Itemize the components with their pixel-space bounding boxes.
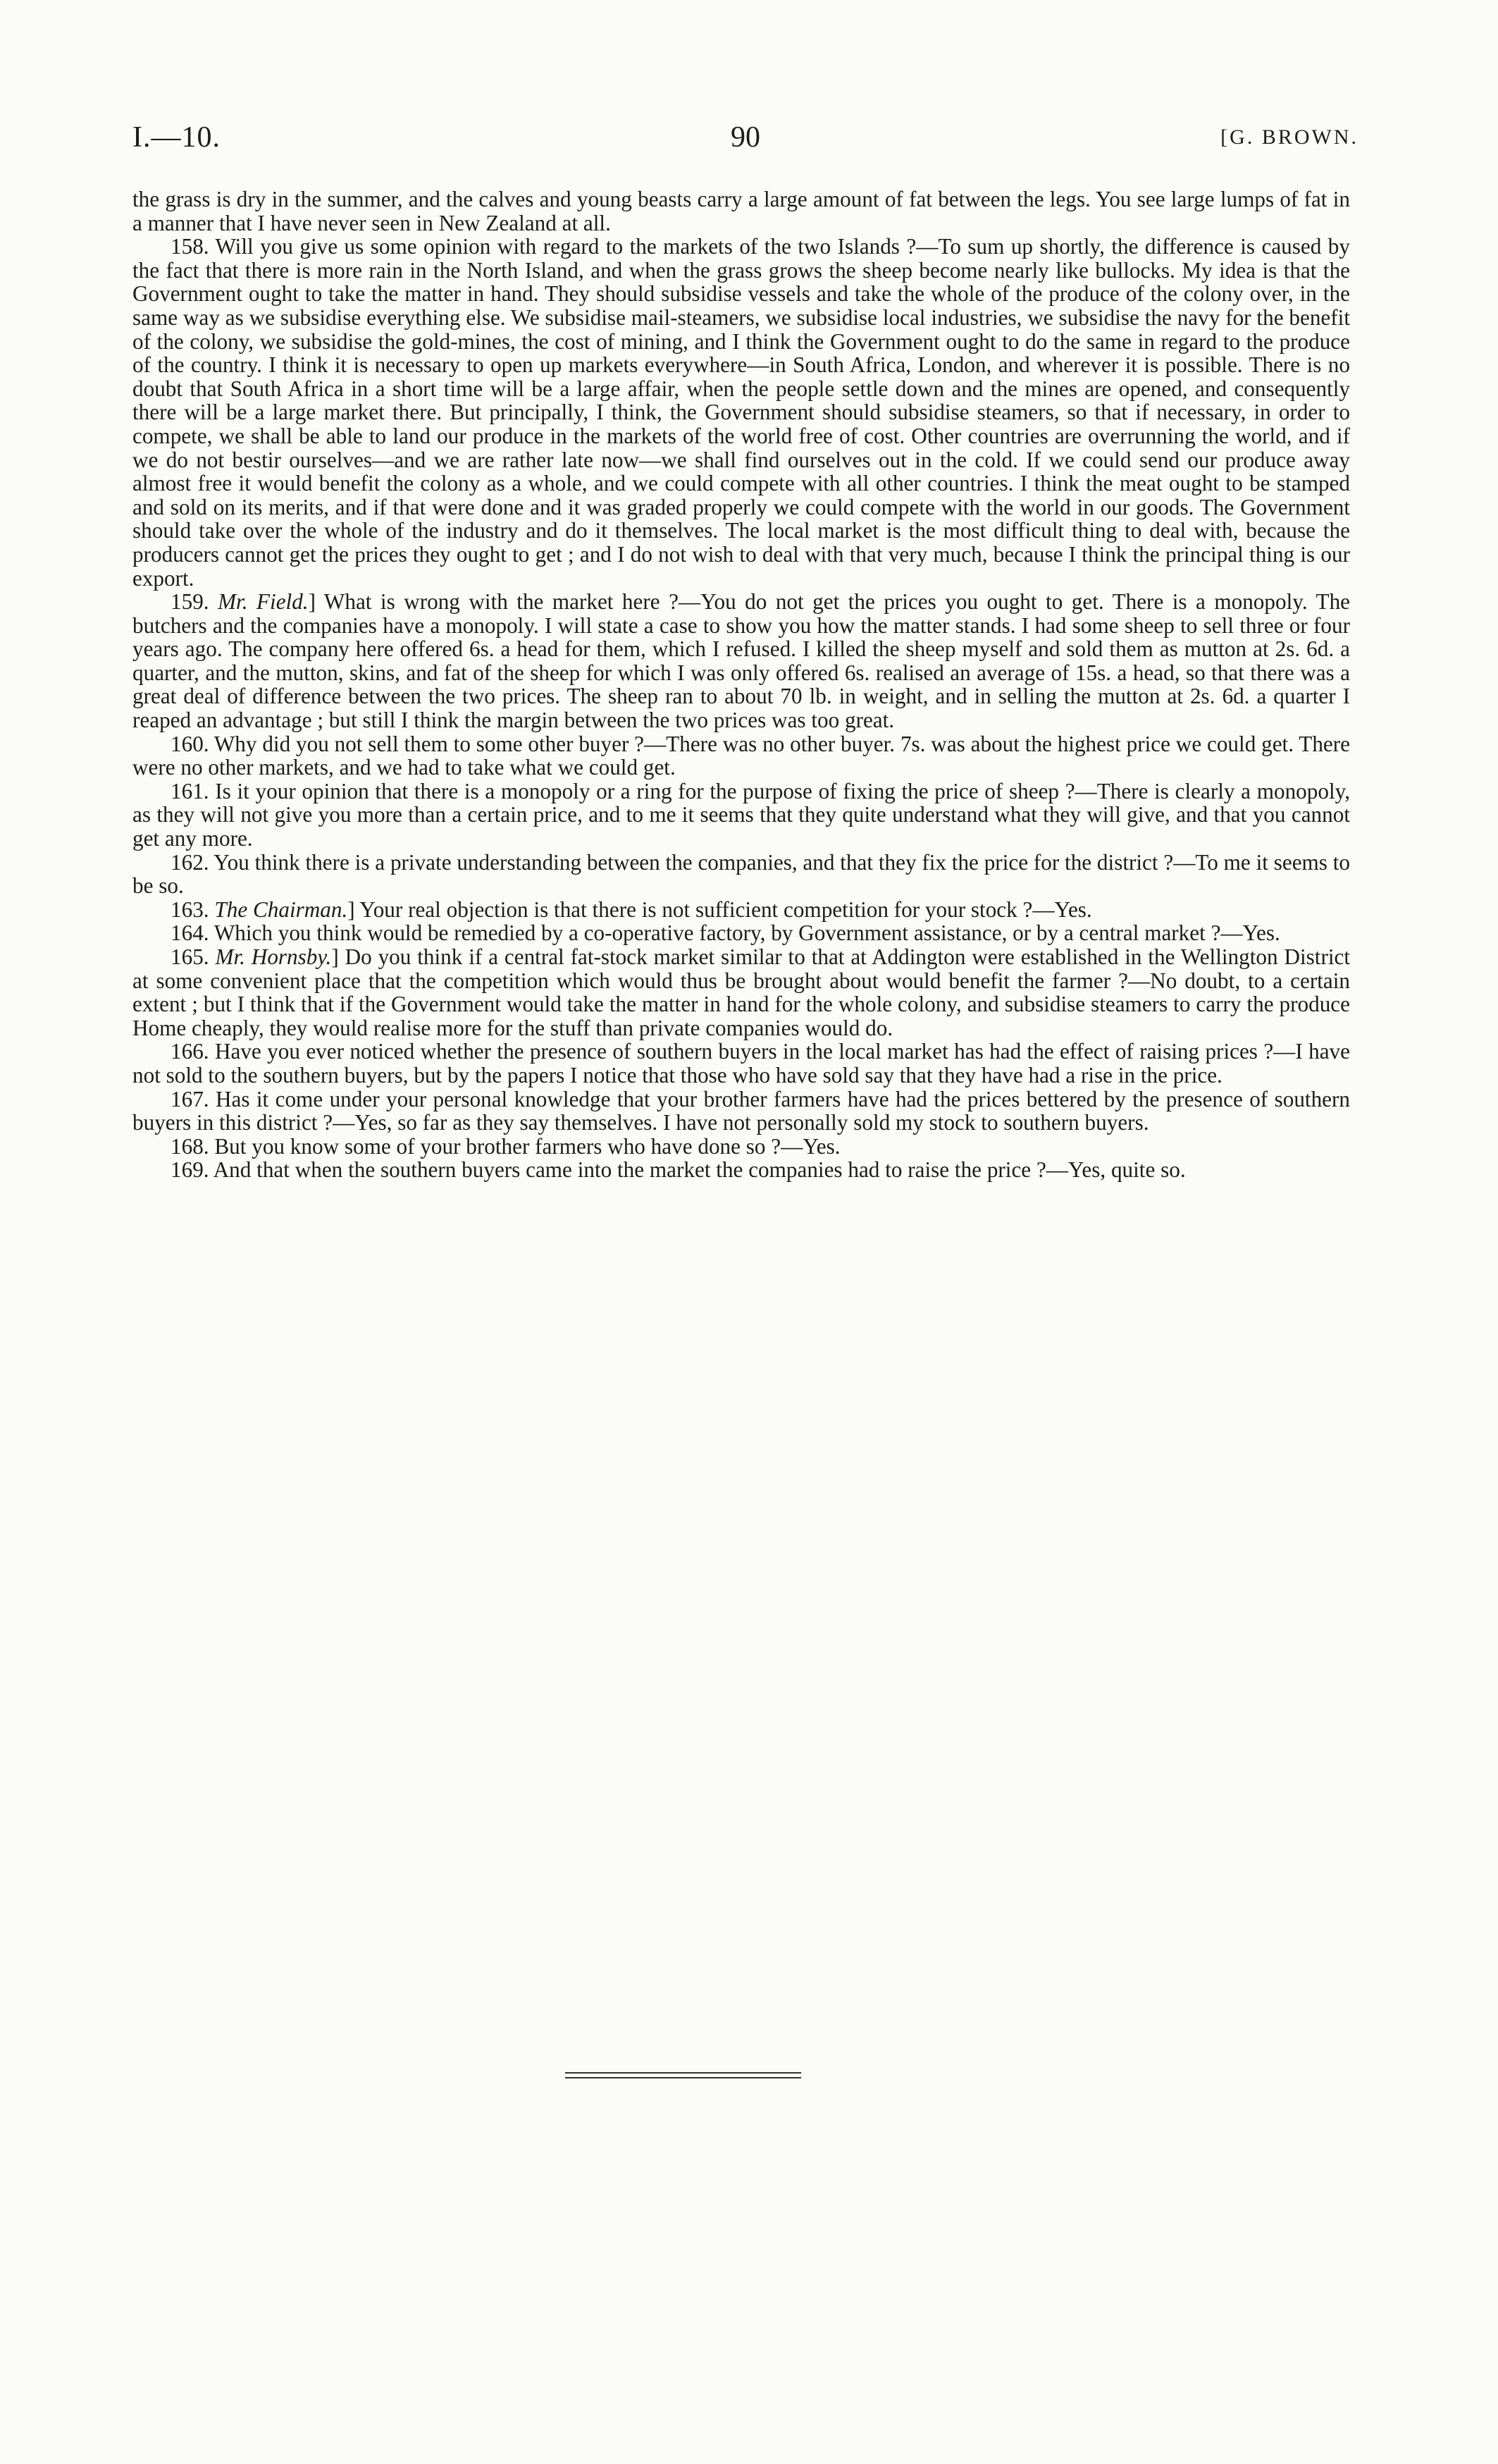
question-number: 158. xyxy=(171,234,209,259)
question-number: 169. xyxy=(171,1157,209,1183)
question-165 xyxy=(132,945,1350,1040)
question-162 xyxy=(132,851,1350,898)
question-158 xyxy=(132,235,1350,590)
paragraph-text: Have you ever noticed whether the presence of southern buyers in the local market has had the effect of raising prices ?—I have not sold to the southern buyers, but by the papers I notice that those who have sold say that they have had a rise in the price. xyxy=(132,1039,1350,1088)
question-166 xyxy=(132,1040,1350,1087)
paragraph-text: Do you think if a central fat-stock market similar to that at Addington were established in the Wellington District at some convenient place that the competition which would thus be brought about would benefit the farmer ?—No doubt, to a certain extent ; but I think that if the Government would take the matter in hand for the whole colony, and subsidise steamers to carry the produce Home cheaply, they would realise more for the stuff than private companies would do. xyxy=(132,944,1351,1040)
question-160 xyxy=(132,732,1350,780)
speaker-name: Mr. Field. xyxy=(218,589,309,615)
question-168 xyxy=(132,1135,1350,1159)
paragraph xyxy=(132,187,1350,235)
question-number: 168. xyxy=(171,1133,209,1159)
question-number: 166. xyxy=(171,1039,209,1064)
page-header xyxy=(132,113,1358,162)
question-159 xyxy=(132,590,1350,732)
paragraph-text: the grass is dry in the summer, and the calves and young beasts carry a large amount of fat between the legs. You see large lumps of fat in a manner that I have never seen in New Zealand at all. xyxy=(132,187,1350,235)
speaker-name: The Chairman. xyxy=(214,897,348,922)
question-169 xyxy=(132,1158,1350,1182)
speaker-name: Mr. Hornsby. xyxy=(215,944,332,969)
speaker-bracket: ] xyxy=(347,897,355,922)
paragraph-text: Has it come under your personal knowledge that your brother farmers have had the prices bettered by the presence of southern buyers in this district ?—Yes, so far as they say themselves. I have not personally sold my stock to southern buyers. xyxy=(132,1086,1350,1135)
paragraph-text: Is it your opinion that there is a monopoly or a ring for the purpose of fixing the price of sheep ?—There is clearly a monopoly, as they will not give you more than a certain price, and to me it seems that they quite understand what they will give, and that you cannot get any more. xyxy=(132,778,1350,851)
speaker-bracket: ] xyxy=(308,589,316,615)
end-rule-top xyxy=(565,2072,801,2074)
question-number: 159. xyxy=(171,589,209,615)
paragraph-text: But you know some of your brother farmers who have done so ?—Yes. xyxy=(214,1133,841,1159)
question-number: 164. xyxy=(171,920,209,946)
paragraph-text: Will you give us some opinion with regard to the markets of the two Islands ?—To sum up shortly, the difference is caused by the fact that there is more rain in the North Island, and when the grass grows the sheep become nearly like bullocks. My idea is that the Government ought to take the matter in hand. They should subsidise vessels and take the whole of the produce of the colony over, in the same way as we subsidise everything else. We subsidise mail-steamers, we subsidise local industries, we subsidise the navy for the benefit of the colony, we subsidise the gold-mines, the cost of mining, and I think the Government ought to do the same in regard to the produce of the country. I think it is necessary to open up markets everywhere—in South Africa, London, and wherever it is possible. There is no doubt that South Africa in a short time will be a large affair, when the people settle down and the mines are opened, and consequently there will be a large market there. But principally, I think, the Government should subsidise steamers, so that if necessary, in order to compete, we shall be able to land our produce in the markets of the world free of cost. Other countries are overrunning the world, and if we do not bestir ourselves—and we are rather late now—we shall find ourselves out in the cold. If we could send our produce away almost free it would benefit the colony as a whole, and we could compete with all other countries. I think the meat ought to be stamped and sold on its merits, and if that were done and it was graded properly we could compete with the world in our goods. The Government should take over the whole of the industry and do it themselves. The local market is the most difficult thing to deal with, because the producers cannot get the prices they ought to get ; and I do not wish to deal with that very much, because I think the principal thing is our export. xyxy=(132,234,1350,591)
question-number: 163. xyxy=(171,897,209,922)
paragraph-text: You think there is a private understanding between the companies, and that they fix the price for the district ?—To me it seems to be so. xyxy=(132,849,1350,899)
page-number: 90 xyxy=(731,121,760,154)
witness-name: [G. BROWN. xyxy=(1220,125,1358,149)
paragraph-text: Why did you not sell them to some other buyer ?—There was no other buyer. 7s. was about the highest price we could get. There were no other markets, and we had to take what we could get. xyxy=(132,731,1351,780)
parliamentary-paper-reference: I.—10. xyxy=(132,121,221,154)
paragraph-text: What is wrong with the market here ?—You do not get the prices you ought to get. There is a monopoly. The butchers and the companies have a monopoly. I will state a case to show you how the matter stands. I had some sheep to sell three or four years ago. The company here offered 6s. a head for them, which I refused. I killed the sheep myself and sold them as mutton at 2s. 6d. a quarter, and the mutton, skins, and fat of the sheep for which I was only offered 6s. realised an average of 15s. a head, so that there was a great deal of difference between the two prices. The sheep ran to about 70 lb. in weight, and in selling the mutton at 2s. 6d. a quarter I reaped an advantage ; but still I think the margin between the two prices was too great. xyxy=(132,589,1351,733)
question-number: 160. xyxy=(171,731,209,756)
question-number: 162. xyxy=(171,849,209,875)
paragraph-text: Which you think would be remedied by a co-operative factory, by Government assistance, or by a central market ?—Yes. xyxy=(213,920,1280,946)
question-number: 165. xyxy=(171,944,209,969)
speaker-bracket: ] xyxy=(331,944,339,969)
question-167 xyxy=(132,1088,1350,1135)
paragraph-text: Your real objection is that there is not sufficient competition for your stock ?—Yes. xyxy=(359,897,1092,922)
paragraph-text: And that when the southern buyers came into the market the companies had to raise the price ?—Yes, quite so. xyxy=(213,1157,1186,1183)
question-number: 161. xyxy=(171,778,209,803)
end-rule-bottom xyxy=(565,2077,801,2078)
question-number: 167. xyxy=(171,1086,209,1111)
question-163 xyxy=(132,898,1350,922)
evidence-text xyxy=(132,187,1350,1182)
question-161 xyxy=(132,780,1350,851)
question-164 xyxy=(132,921,1350,945)
